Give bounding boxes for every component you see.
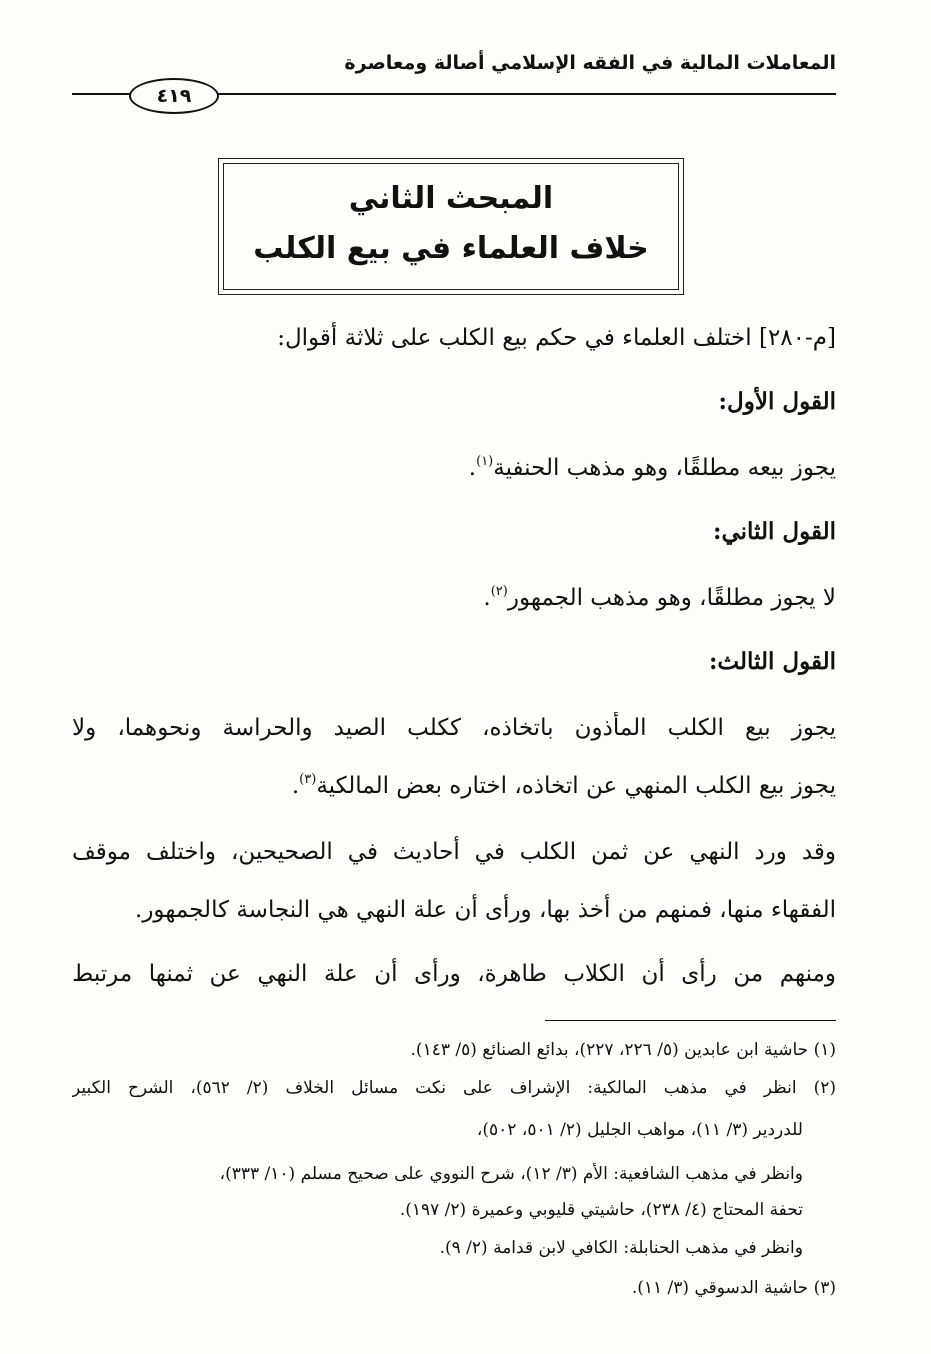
- opinion-2-body: لا يجوز مطلقًا، وهو مذهب الجمهور: [507, 585, 836, 611]
- section-title: المبحث الثاني: [348, 181, 554, 216]
- opinion-3-body: يجوز بيع الكلب المنهي عن اتخاذه، اختاره بعض المالكية: [316, 773, 836, 799]
- opinion-3-line-1: يجوز بيع الكلب المأذون باتخاذه، ككلب الصيد والحراسة ونحوهما، ولا: [72, 715, 836, 741]
- opinion-1-end: .: [468, 455, 477, 481]
- opinion-1-body: يجوز بيعه مطلقًا، وهو مذهب الحنفية: [493, 455, 836, 481]
- footnote-2-line-4: تحفة المحتاج (٤/ ٢٣٨)، حاشيتي قليوبي وعميرة (٢/ ١٩٧).: [399, 1200, 803, 1220]
- footnote-2-line-5: وانظر في مذهب الحنابلة: الكافي لابن قدامة (٢/ ٩).: [439, 1238, 803, 1258]
- opinion-1-text: [469, 452, 836, 484]
- footnote-ref-3: (٣): [299, 772, 317, 787]
- opinion-1-heading: القول الأول:: [718, 388, 836, 415]
- footnote-ref-1: (١): [476, 454, 494, 469]
- opinion-3-end: .: [291, 773, 300, 799]
- opinion-3-line-2: [292, 770, 836, 802]
- opinion-2-end: .: [483, 585, 491, 611]
- section-title-frame: [218, 158, 684, 295]
- paragraph-1-line-1: وقد ورد النهي عن ثمن الكلب في أحاديث في الصحيحين، واختلف موقف: [72, 839, 836, 865]
- opinion-2-heading: القول الثاني:: [712, 518, 836, 545]
- footnote-3: (٣) حاشية الدسوقي (٣/ ١١).: [631, 1278, 836, 1298]
- footnote-2-line-1: (٢) انظر في مذهب المالكية: الإشراف على نكت مسائل الخلاف (٢/ ٥٦٢)، الشرح الكبير: [72, 1078, 836, 1098]
- paragraph-1-line-2: الفقهاء منها، فمنهم من أخذ بها، ورأى أن علة النهي هي النجاسة كالجمهور.: [135, 897, 836, 923]
- footnote-ref-2: (٢): [490, 584, 508, 599]
- footnote-rule: [545, 1020, 836, 1021]
- footnote-1: (١) حاشية ابن عابدين (٥/ ٢٢٦، ٢٢٧)، بدائع الصنائع (٥/ ١٤٣).: [410, 1040, 836, 1060]
- opinion-3-heading: القول الثالث:: [708, 648, 836, 675]
- opinion-2-text: [483, 582, 836, 614]
- footnote-2-line-3: وانظر في مذهب الشافعية: الأم (٣/ ١٢)، شرح النووي على صحيح مسلم (١٠/ ٣٣٣)،: [219, 1164, 803, 1184]
- paragraph-2-line-1: ومنهم من رأى أن الكلاب طاهرة، ورأى أن علة النهي عن ثمنها مرتبط: [72, 961, 836, 987]
- page-number: ٤١٩: [129, 78, 219, 114]
- section-subtitle: خلاف العلماء في بيع الكلب: [253, 231, 649, 266]
- intro-paragraph: [م-٢٨٠] اختلف العلماء في حكم بيع الكلب على ثلاثة أقوال:: [277, 325, 836, 351]
- footnote-2-line-2: للدردير (٣/ ١١)، مواهب الجليل (٢/ ٥٠١، ٥٠٢)،: [476, 1120, 803, 1140]
- running-title: المعاملات المالية في الفقه الإسلامي أصالة ومعاصرة: [344, 52, 836, 74]
